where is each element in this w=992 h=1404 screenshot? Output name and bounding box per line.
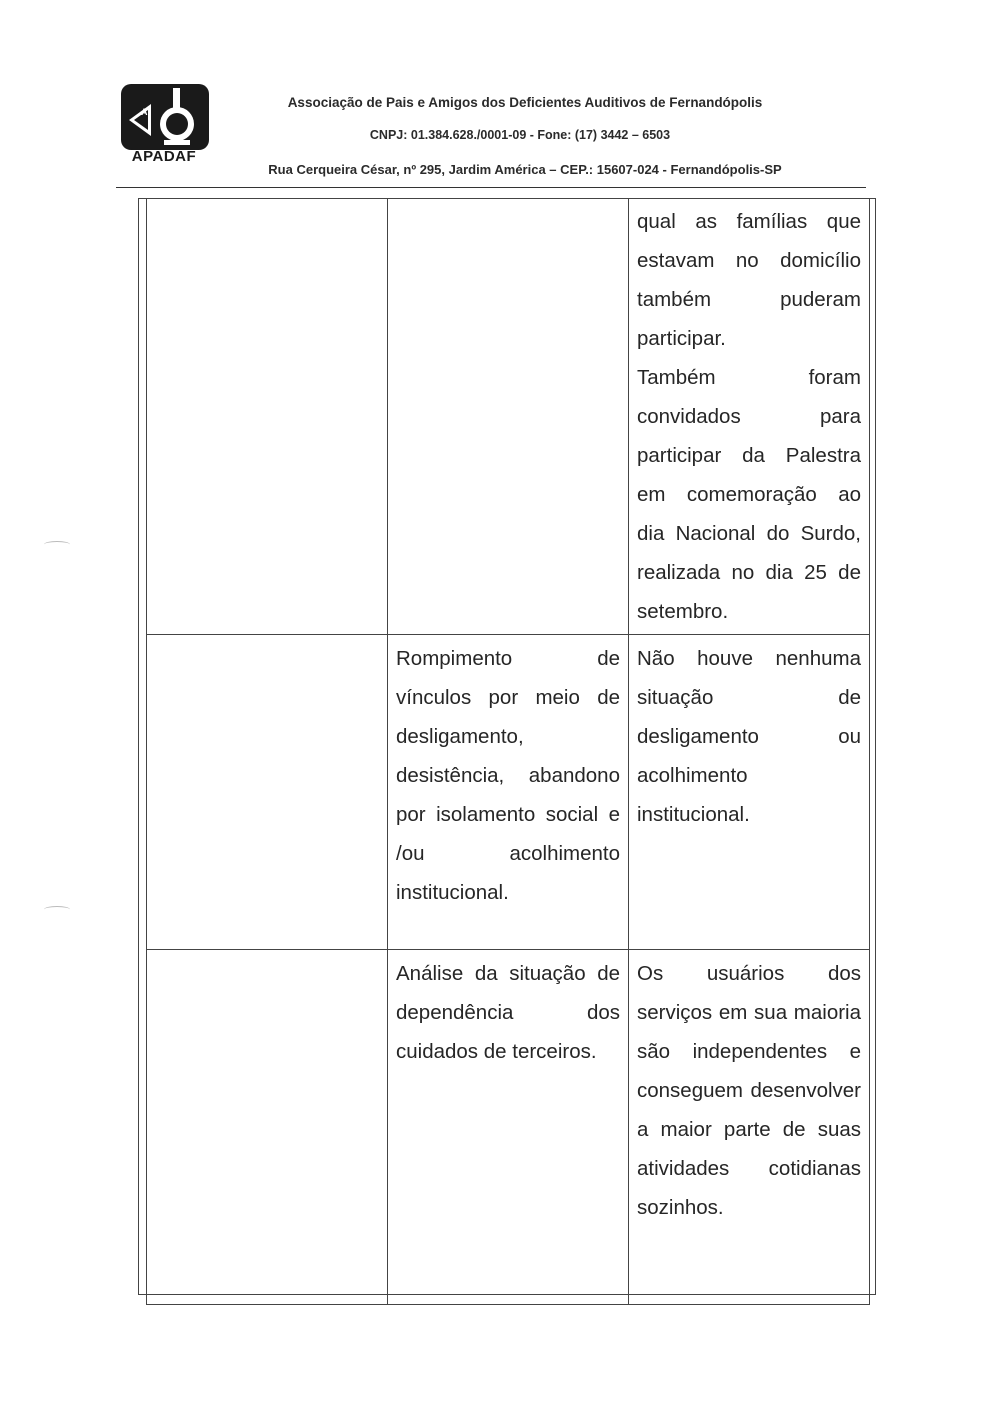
table-cell [388, 198, 629, 635]
table-cell [629, 198, 870, 635]
content-table [146, 198, 870, 1305]
table-cell [147, 198, 388, 635]
logo-emblem-icon [121, 84, 209, 150]
table-row [147, 950, 870, 1305]
address-line: Rua Cerqueira César, nº 295, Jardim América – CEP.: 15607-024 - Fernandópolis-SP [268, 162, 782, 177]
table-cell [147, 635, 388, 950]
cnpj-phone-line: CNPJ: 01.384.628./0001-09 - Fone: (17) 3442 – 6503 [369, 128, 671, 142]
table-cell: Análise da situação de dependência dos cuidados de terceiros. [388, 950, 629, 1305]
logo-text: APADAF [131, 148, 197, 165]
table-cell: Rompimento de vínculos por meio de desligamento, desistência, abandono por isolamento social e /ou acolhimento institucional. [388, 635, 629, 950]
table-row [147, 198, 870, 635]
table-cell: Os usuários dos serviços em sua maioria são independentes e conseguem desenvolver a maior parte de suas atividades cotidianas sozinhos. [629, 950, 870, 1305]
apadaf-logo [116, 84, 212, 168]
table-row [147, 635, 870, 950]
table-cell: Não houve nenhuma situação de desligamento ou acolhimento institucional. [629, 635, 870, 950]
organization-name: Associação de Pais e Amigos dos Deficientes Auditivos de Fernandópolis [287, 95, 763, 110]
margin-mark [44, 541, 70, 548]
cell-text: qual as famílias que estavam no domicílio também puderam participar. Também foram convidados para participar da Palestra em comemoração ao dia Nacional do Surdo, realizada no dia 25 de setembro. [637, 210, 861, 623]
svg-text:A: A [141, 107, 148, 117]
margin-mark [44, 906, 70, 913]
table-cell [147, 950, 388, 1305]
header-divider [116, 187, 866, 188]
